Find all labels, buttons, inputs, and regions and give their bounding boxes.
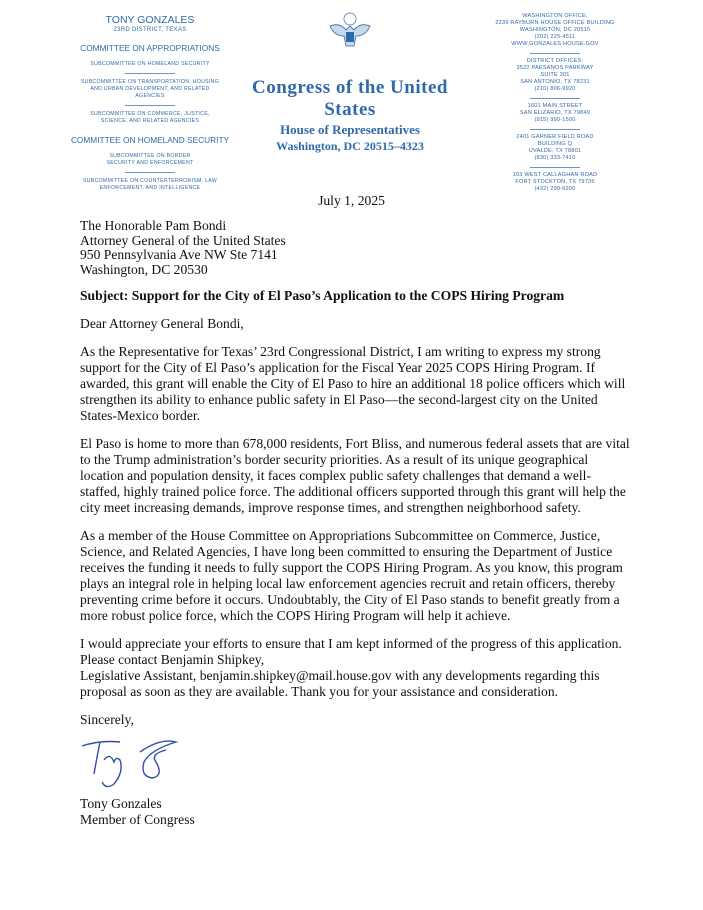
website-link: WWW.GONZALES.HOUSE.GOV xyxy=(511,41,599,47)
office-line: UVALDE, TX 78801 xyxy=(528,148,582,154)
divider xyxy=(530,167,580,168)
subcommittee: SUBCOMMITTEE ON COUNTERTERRORISM, LAW ENFORCEMENT, AND INTELLIGENCE xyxy=(82,178,218,191)
office-phone: (915) 990-1500 xyxy=(534,117,576,123)
recipient-line: Washington, DC 20530 xyxy=(80,261,208,277)
divider xyxy=(125,73,175,74)
office-line: SAN ELIZARIO, TX 79849 xyxy=(519,110,591,116)
recipient-line: 950 Pennsylvania Ave NW Ste 7141 xyxy=(80,247,278,262)
signer-name: Tony Gonzales xyxy=(80,796,162,811)
subject-line: Subject: Support for the City of El Paso’s Application to the COPS Hiring Program xyxy=(80,288,565,303)
office-label: WASHINGTON OFFICE: xyxy=(522,13,588,19)
recipient-address xyxy=(80,219,630,277)
committee-name: COMMITTEE ON APPROPRIATIONS xyxy=(80,43,220,53)
paragraph-line: Legislative Assistant, benjamin.shipkey@mail.house.gov with any developments regarding this proposal as soon as they are available. Thank you for your assistance and consideration. xyxy=(80,668,600,699)
closing-paragraph xyxy=(80,636,630,700)
office-line: SUITE 301 xyxy=(540,72,570,78)
office-label: DISTRICT OFFICES: xyxy=(526,58,584,64)
office-line: 2401 GARNER FIELD ROAD xyxy=(516,134,594,140)
paragraph-line: I would appreciate your efforts to ensure that I am kept informed of the progress of this application. xyxy=(80,636,622,651)
office-line: SAN ANTONIO, TX 78231 xyxy=(520,79,590,85)
salutation: Dear Attorney General Bondi, xyxy=(80,316,244,331)
eagle-seal-icon xyxy=(326,12,374,52)
divider xyxy=(125,105,175,106)
divider xyxy=(530,129,580,130)
subcommittee: SUBCOMMITTEE ON HOMELAND SECURITY xyxy=(90,61,210,67)
office-phone: (432) 299-6200 xyxy=(534,186,576,192)
member-name: TONY GONZALES xyxy=(105,14,195,26)
office-line: 1601 MAIN STREET xyxy=(527,103,583,109)
paragraph: El Paso is home to more than 678,000 residents, Fort Bliss, and numerous federal assets that are vital to the Trump administration’s border security priorities. As a result of its unique geographical location and population density, it faces complex public safety challenges that demand a well-staffed, highly trained police force. The additional officers supported through this grant will help the city meet increasing demands, improve response times, and strengthen neighborhood safety. xyxy=(80,436,630,515)
recipient-line: Attorney General of the United States xyxy=(80,232,286,248)
office-phone: (210) 806-9920 xyxy=(534,86,576,92)
letter-date: July 1, 2025 xyxy=(318,193,385,208)
divider xyxy=(125,172,175,173)
subcommittee: SUBCOMMITTEE ON TRANSPORTATION, HOUSING AND URBAN DEVELOPMENT, AND RELATED AGENCIES xyxy=(80,79,220,99)
office-line: 3522 PAESANOS PARKWAY xyxy=(516,65,594,71)
office-phone: (830) 333-7410 xyxy=(534,155,576,161)
paragraph: As the Representative for Texas’ 23rd Congressional District, I am writing to express my strong support for the City of El Paso’s application for the Fiscal Year 2025 COPS Hiring Program. If awarded, this grant will enable the City of El Paso to hire an additional 18 police officers which will strengthen its ability to enhance public safety in El Paso—the second-largest city on the United States-Mexico border. xyxy=(80,344,626,423)
letterhead-title: Congress of the United States xyxy=(252,77,448,120)
letterhead-center xyxy=(225,12,475,154)
letterhead-subtitle: House of Representatives xyxy=(280,122,420,137)
closing: Sincerely, xyxy=(80,712,134,727)
recipient-line: The Honorable Pam Bondi xyxy=(80,218,227,233)
signer-title: Member of Congress xyxy=(80,812,195,827)
office-line: 103 WEST CALLAGHAN ROAD xyxy=(512,172,598,178)
district: 23RD DISTRICT, TEXAS xyxy=(113,27,187,33)
signature xyxy=(80,732,200,792)
divider xyxy=(530,53,580,54)
letter-body xyxy=(80,193,630,828)
subcommittee: SUBCOMMITTEE ON BORDER SECURITY AND ENFORCEMENT xyxy=(106,153,194,166)
committee-name: COMMITTEE ON HOMELAND SECURITY xyxy=(70,135,230,145)
paragraph-line: Please contact Benjamin Shipkey, xyxy=(80,652,265,667)
divider xyxy=(530,98,580,99)
office-line: FORT STOCKTON, TX 79735 xyxy=(515,179,595,185)
office-line: BUILDING Q xyxy=(537,141,573,147)
subcommittee: SUBCOMMITTEE ON COMMERCE, JUSTICE, SCIENCE, AND RELATED AGENCIES xyxy=(90,111,210,124)
letterhead-left xyxy=(60,14,240,192)
office-phone: (202) 225-4511 xyxy=(534,34,576,40)
office-line: WASHINGTON, DC 20515 xyxy=(519,27,591,33)
paragraph: As a member of the House Committee on Appropriations Subcommittee on Commerce, Justice, Science, and Related Agencies, I have long been committed to ensuring the Department of Justice receives the funding it needs to fully support the COPS Hiring Program. As you know, this program plays an integral role in helping local law enforcement agencies recruit and retain officers, thereby preventing crime before it occurs. Undoubtably, the City of El Paso stands to benefit greatly from a more robust police force, which the COPS Hiring Program will help it achieve. xyxy=(80,528,623,623)
office-line: 2239 RAYBURN HOUSE OFFICE BUILDING xyxy=(495,20,615,26)
letterhead-city: Washington, DC 20515–4323 xyxy=(276,139,424,153)
letterhead-right xyxy=(487,13,623,193)
